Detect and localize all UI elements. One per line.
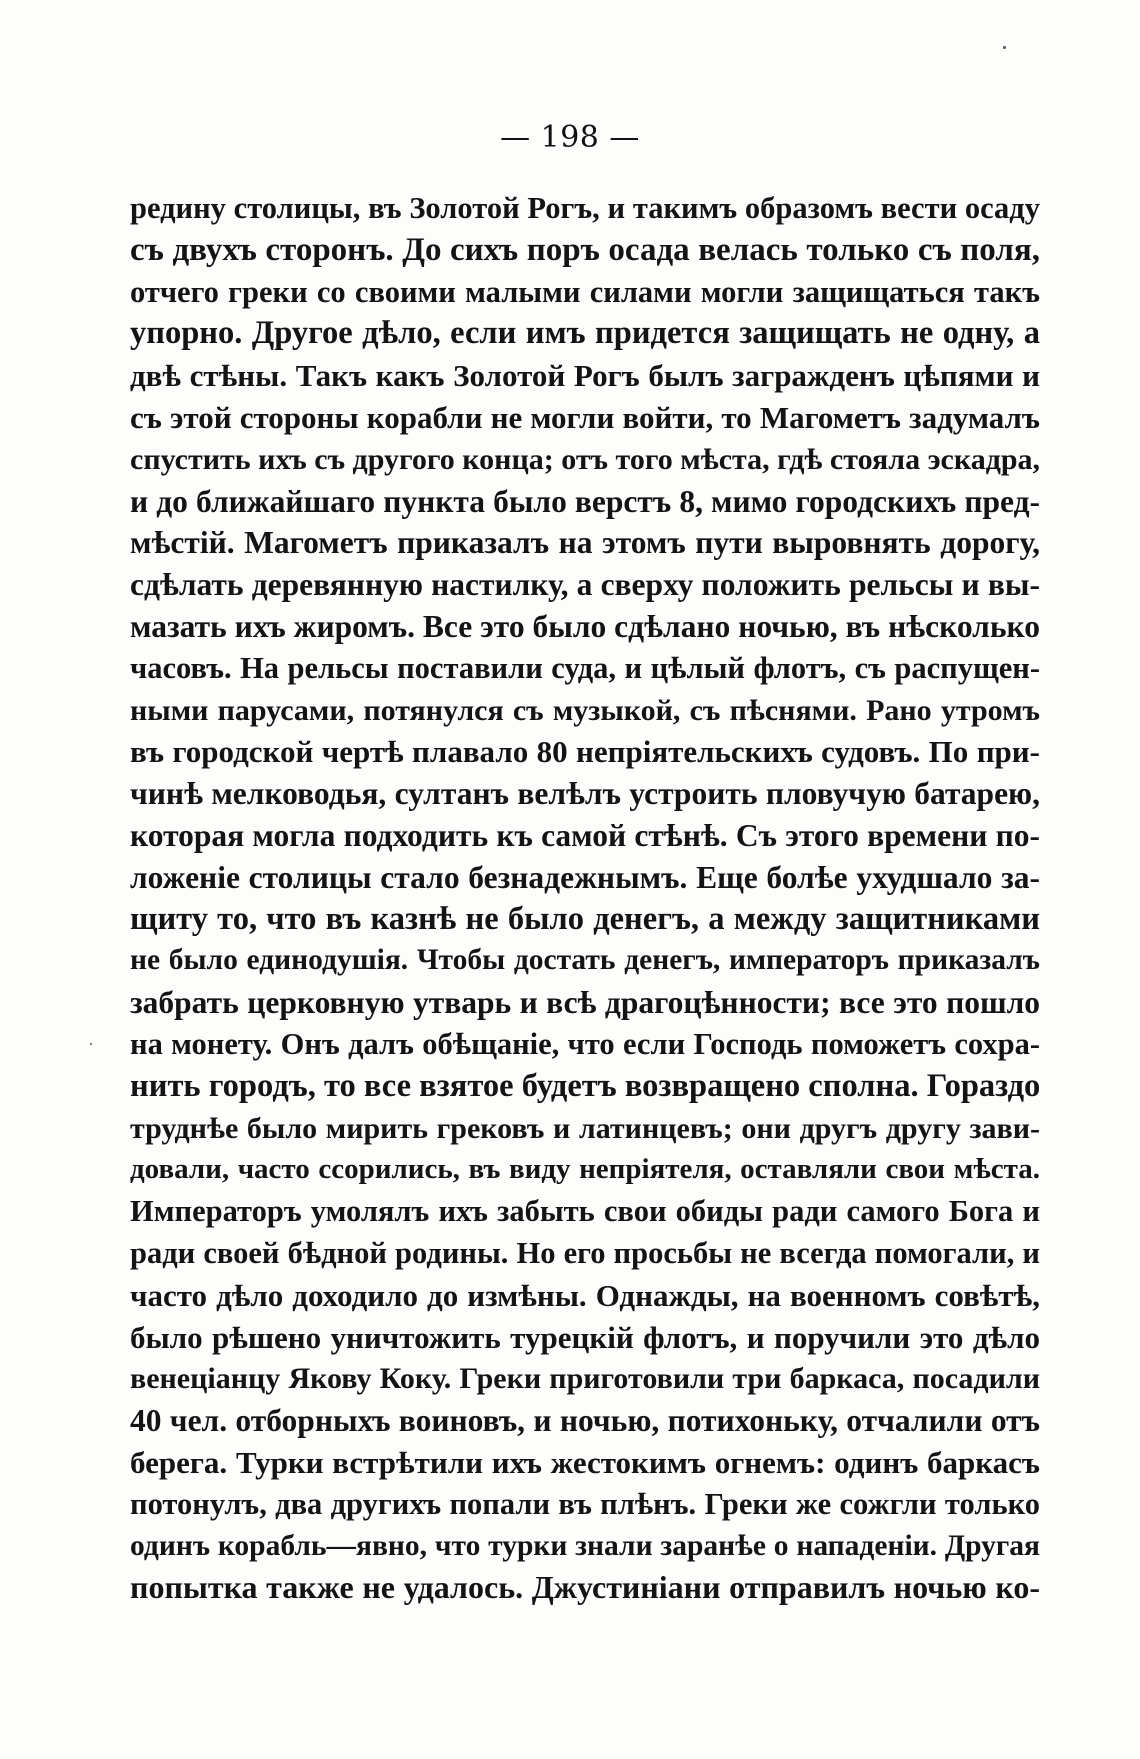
text-line: на монету. Онъ далъ обѣщаніе, что если Господь поможетъ сохра- [130,1026,1040,1061]
text-line: упорно. Другое дѣло, если имъ придется защищать не одну, а [130,315,1040,352]
text-line: ложеніе столицы стало безнадежнымъ. Еще болѣе ухудшало за- [130,859,1040,895]
text-line: съ двухъ сторонъ. До сихъ поръ осада велась только съ поля, [130,231,1040,268]
text-line: мѣстій. Магометъ приказалъ на этомъ пути выровнять дорогу, [130,525,1040,561]
text-line: потонулъ, два другихъ попали въ плѣнъ. Греки же сожгли только [130,1486,1040,1521]
text-line: 40 чел. отборныхъ воиновъ, и ночью, потихоньку, отчалили отъ [130,1403,1040,1439]
text-line: чинѣ мелководья, султанъ велѣлъ устроить пловучую батарею, [130,776,1040,812]
text-line: сдѣлать деревянную настилку, а сверху положить рельсы и вы- [130,567,1040,603]
text-line: отчего греки со своими малыми силами могли защищаться такъ [130,274,1040,309]
text-line: спустить ихъ съ другого конца; отъ того мѣста, гдѣ стояла эскадра, [130,442,1040,476]
text-line: не было единодушія. Чтобы достать денегъ, императоръ приказалъ [130,944,1040,977]
text-line: попытка также не удалось. Джустиніани отправилъ ночью ко- [130,1569,1040,1606]
text-line: берега. Турки встрѣтили ихъ жестокимъ огнемъ: одинъ баркасъ [130,1444,1040,1480]
text-line: было рѣшено уничтожить турецкій флотъ, и поручили это дѣло [130,1319,1040,1355]
text-line: и до ближайшаго пункта было верстъ 8, мимо городскихъ пред- [130,483,1040,519]
page-number: — 198 — [500,120,640,155]
text-line: въ городской чертѣ плавало 80 непріятельскихъ судовъ. По при- [130,734,1040,770]
text-line: часовъ. На рельсы поставили суда, и цѣлый флотъ, съ распущен- [130,650,1040,685]
text-line: труднѣе было мирить грековъ и латинцевъ; они другъ другу зави- [130,1111,1040,1145]
body-text [130,188,1040,1609]
text-line: довали, часто ссорились, въ виду непріятеля, оставляли свои мѣста. [130,1153,1040,1186]
text-line: съ этой стороны корабли не могли войти, то Магометъ задумалъ [130,399,1040,435]
text-line: мазать ихъ жиромъ. Все это было сдѣлано ночью, въ нѣсколько [130,608,1040,644]
paper-speck [90,1043,92,1045]
text-line: забрать церковную утварь и всѣ драгоцѣнности; все это пошло [130,985,1040,1021]
text-line: часто дѣло доходило до измѣны. Однажды, на военномъ совѣтѣ, [130,1277,1040,1313]
text-line: одинъ корабль—явно, что турки знали заранѣе о нападеніи. Другая [130,1529,1040,1562]
text-line: щиту то, что въ казнѣ не было денегъ, а между защитниками [130,900,1040,937]
text-line: редину столицы, въ Золотой Рогъ, и такимъ образомъ вести осаду [130,191,1040,225]
text-line: Императоръ умолялъ ихъ забыть свои обиды ради самого Бога и [130,1194,1040,1229]
text-line: венеціанцу Якову Коку. Греки приготовили три баркаса, посадили [130,1362,1040,1396]
text-line: двѣ стѣны. Такъ какъ Золотой Рогъ былъ загражденъ цѣпями и [130,358,1040,394]
text-line: нить городъ, то все взятое будетъ возвращено сполна. Гораздо [130,1067,1040,1104]
text-line: ради своей бѣдной родины. Но его просьбы не всегда помогали, и [130,1235,1040,1270]
text-line: ными парусами, потянулся съ музыкой, съ пѣснями. Рано утромъ [130,693,1040,727]
paper-speck [1003,46,1006,49]
text-line: которая могла подходить къ самой стѣнѣ. Съ этого времени по- [130,817,1040,853]
